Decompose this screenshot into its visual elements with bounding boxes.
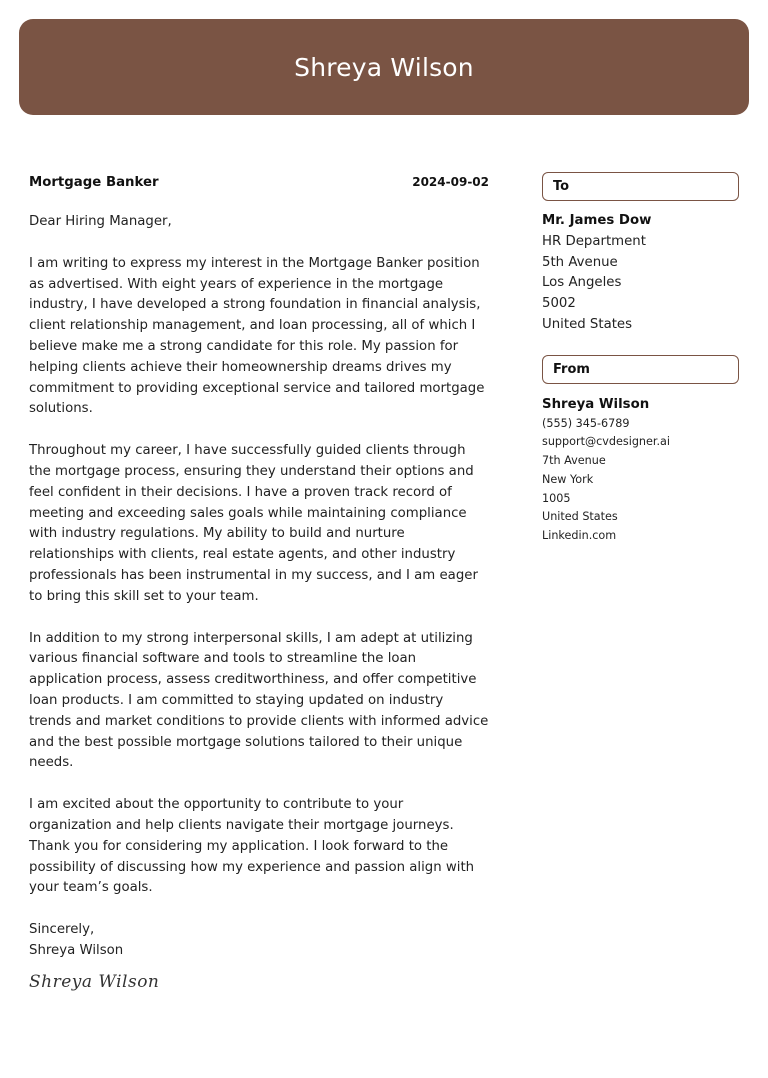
paragraph: In addition to my strong interpersonal skills, I am adept at utilizing various financial software and tools to streamline the loan application process, assess creditworthiness, and offer competitive loan products. I am committed to staying updated on industry trends and market conditions to provide clients with informed advice and the best possible mortgage solutions tailored to their unique needs.	[29, 630, 489, 771]
from-box	[542, 355, 739, 384]
paragraph: I am excited about the opportunity to contribute to your organization and help clients navigate their mortgage journeys. Thank you for considering my application. I look forward to the possibility of discussing how my experience and passion align with your team’s goals.	[29, 797, 475, 896]
sender-website: Linkedin.com	[542, 529, 617, 542]
job-title: Mortgage Banker	[29, 175, 159, 190]
recipient-street: 5th Avenue	[542, 254, 618, 270]
closing-name: Shreya Wilson	[29, 942, 124, 958]
paragraph: Throughout my career, I have successfully guided clients through the mortgage process, ensuring they understand their options and feel confident in their decisions. I have a proven track record of meeting and exceeding sales goals while maintaining compliance with industry regulations. My ability to build and nurture relationships with clients, real estate agents, and other industry professionals has been instrumental in my success, and I am eager to bring this skill set to your team.	[29, 443, 478, 604]
handwritten-signature: Shreya Wilson	[29, 971, 160, 992]
recipient-country: United States	[542, 316, 633, 332]
title-row	[29, 172, 489, 192]
sender-address	[542, 395, 739, 546]
salutation: Dear Hiring Manager,	[29, 214, 172, 229]
to-box	[542, 172, 739, 201]
recipient-department: HR Department	[542, 233, 646, 249]
recipient-address	[542, 211, 739, 336]
sender-city: New York	[542, 472, 594, 486]
closing: Sincerely,	[29, 922, 95, 938]
recipient-name: Mr. James Dow	[542, 213, 652, 228]
recipient-city: Los Angeles	[542, 275, 622, 291]
sender-country: United States	[542, 510, 618, 524]
header-banner	[19, 19, 749, 115]
sender-name: Shreya Wilson	[542, 396, 650, 412]
sender-phone: (555) 345-6789	[542, 416, 630, 430]
paragraph: I am writing to express my interest in the Mortgage Banker position as advertised. With eight years of experience in the mortgage industry, I have developed a strong foundation in financial analysis, client relationship management, and loan processing, all of which I believe make me a strong candidate for this role. My passion for helping clients achieve their homeownership dreams drives my commitment to providing exceptional service and tailored mortgage solutions.	[29, 255, 485, 417]
address-sidebar	[542, 172, 739, 546]
sender-zip: 1005	[542, 491, 571, 505]
recipient-zip: 5002	[542, 296, 576, 312]
to-label: To	[553, 179, 570, 194]
letter-date: 2024-09-02	[412, 175, 489, 189]
sender-email: support@cvdesigner.ai	[542, 435, 670, 449]
letter-body	[29, 172, 489, 993]
sender-street: 7th Avenue	[542, 454, 606, 468]
applicant-name: Shreya Wilson	[294, 52, 474, 82]
from-label: From	[553, 361, 590, 377]
